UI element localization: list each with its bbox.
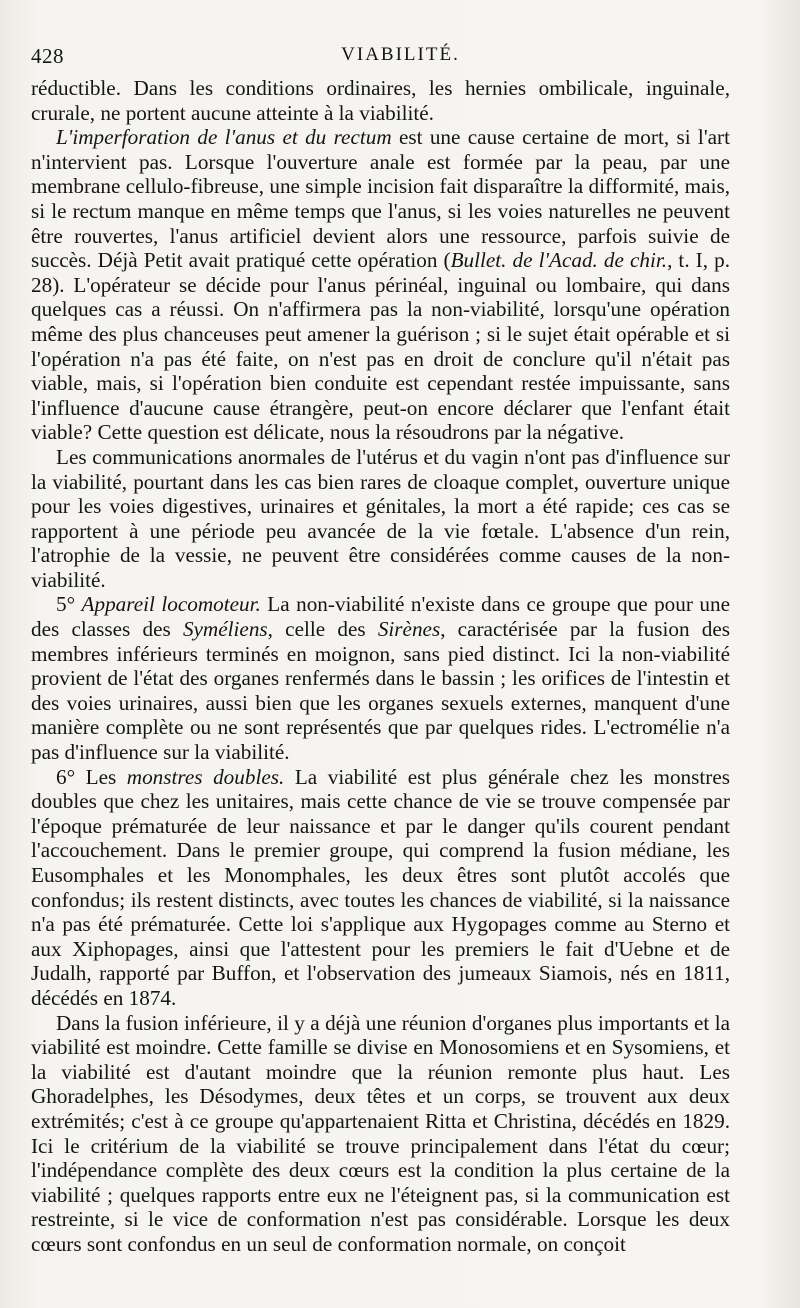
italic-text: Appareil locomoteur.: [81, 592, 261, 617]
page-number: 428: [31, 44, 64, 68]
running-head: [31, 40, 730, 76]
italic-text: L'imperforation de l'anus et du rectum: [56, 125, 392, 150]
text-run: 6° Les: [56, 764, 127, 789]
body-text: [31, 76, 730, 1257]
text-run: Les communications anormales de l'utérus et du vagin n'ont pas d'influence sur la viabilité, pourtant dans les cas bien rares de cloaque complet, ouverture unique pour les voies digestives, urinaires et génitales, la mort a été rapide; ces cas se rapportent à une période peu avancée de la vie fœtale. L'absence d'un rein, l'atrophie de la vessie, ne peuvent être considérées comme causes de la non-viabilité.: [31, 444, 730, 592]
italic-text: Syméliens: [182, 617, 268, 642]
italic-text: monstres doubles.: [126, 764, 285, 789]
text-run: La non-viabilité n'existe dans ce groupe que pour une des classes des: [31, 592, 730, 642]
italic-text: Bullet. de l'Acad. de chir.: [450, 248, 668, 273]
text-run: , t. I, p. 28). L'opérateur se décide pour l'anus périnéal, inguinal ou lombaire, qui dans quelques cas a réussi. On n'affirmera pas la non-viabilité, lorsqu'une opération même des plus chanceuses peut amener la guérison ; si le sujet était opérable et si l'opération n'a pas été faite, on n'est pas en droit de conclure qu'il n'était pas viable, mais, si l'opération bien conduite est cependant restée impuissante, sans l'influence d'aucune cause étrangère, peut-on encore déclarer que l'enfant était viable? Cette question est délicate, nous la résoudrons par la négative.: [31, 248, 730, 445]
running-title: VIABILITÉ.: [341, 44, 460, 65]
text-run: , caractérisée par la fusion des membres inférieurs terminés en moignon, sans pied distinct. Ici la non-viabilité provient de l'état des organes renfermés dans le bassin ; les orifices de l'intestin et des voies urinaires, aussi bien que les organes sexuels externes, manquent d'une manière complète ou ne sont représentés que par quelques rides. L'ectromélie n'a pas d'influence sur la viabilité.: [31, 617, 731, 765]
text-run: réductible. Dans les conditions ordinaires, les hernies ombilicale, inguinale, crurale, ne portent aucune atteinte à la viabilité.: [31, 76, 730, 125]
italic-text: Sirènes: [377, 617, 441, 642]
paragraph-p4: [31, 592, 730, 764]
text-run: Dans la fusion inférieure, il y a déjà une réunion d'organes plus importants et la viabilité est moindre. Cette famille se divise en Monosomiens et en Sysomiens, et la viabilité est d'autant moindre que la réunion remonte plus haut. Les Ghoradelphes, les Désodymes, deux têtes et un corps, se trouvent aux deux extrémités; c'est à ce groupe qu'appartenaient Ritta et Christina, décédés en 1829. Ici le critérium de la viabilité se trouve principalement dans l'état du cœur; l'indépendance complète des deux cœurs est la condition la plus certaine de la viabilité ; quelques rapports entre eux ne l'éteignent pas, si la communication est restreinte, si le vice de conformation n'est pas considérable. Lorsque les deux cœurs sont confondus en un seul de conformation normale, on conçoit: [31, 1010, 730, 1256]
paragraph-p5: [31, 765, 730, 1011]
text-run: , celle des: [267, 617, 378, 642]
paragraph-p3: [31, 445, 730, 593]
paragraph-p1: [31, 76, 730, 125]
text-run: 5°: [56, 592, 82, 617]
text-run: La viabilité est plus générale chez les monstres doubles que chez les unitaires, mais cette chance de vie se trouve compensée par l'époque prématurée de leur naissance et par le danger qu'ils courent pendant l'accouchement. Dans le premier groupe, qui comprend la fusion médiane, les Eusomphales et les Monomphales, les deux êtres sont plutôt accolés que confondus; ils restent distincts, avec toutes les chances de viabilité, si la naissance n'a pas été prématurée. Cette loi s'applique aux Hygopages comme au Sterno et aux Xiphopages, ainsi que l'attestent pour les premiers le fait d'Uebne et de Judalh, rapporté par Buffon, et l'observation des jumeaux Siamois, nés en 1811, décédés en 1874.: [31, 764, 730, 1010]
paragraph-p2: [31, 125, 730, 445]
text-run: est une cause certaine de mort, si l'art n'intervient pas. Lorsque l'ouverture anale est formée par la peau, par une membrane cellulo-fibreuse, une simple incision fait disparaître la difformité, mais, si le rectum manque en même temps que l'anus, si les voies naturelles ne peuvent être rouvertes, l'anus artificiel devient alors une ressource, parfois suivie de succès. Déjà Petit avait pratiqué cette opération (: [31, 125, 730, 273]
paragraph-p6: [31, 1011, 730, 1257]
